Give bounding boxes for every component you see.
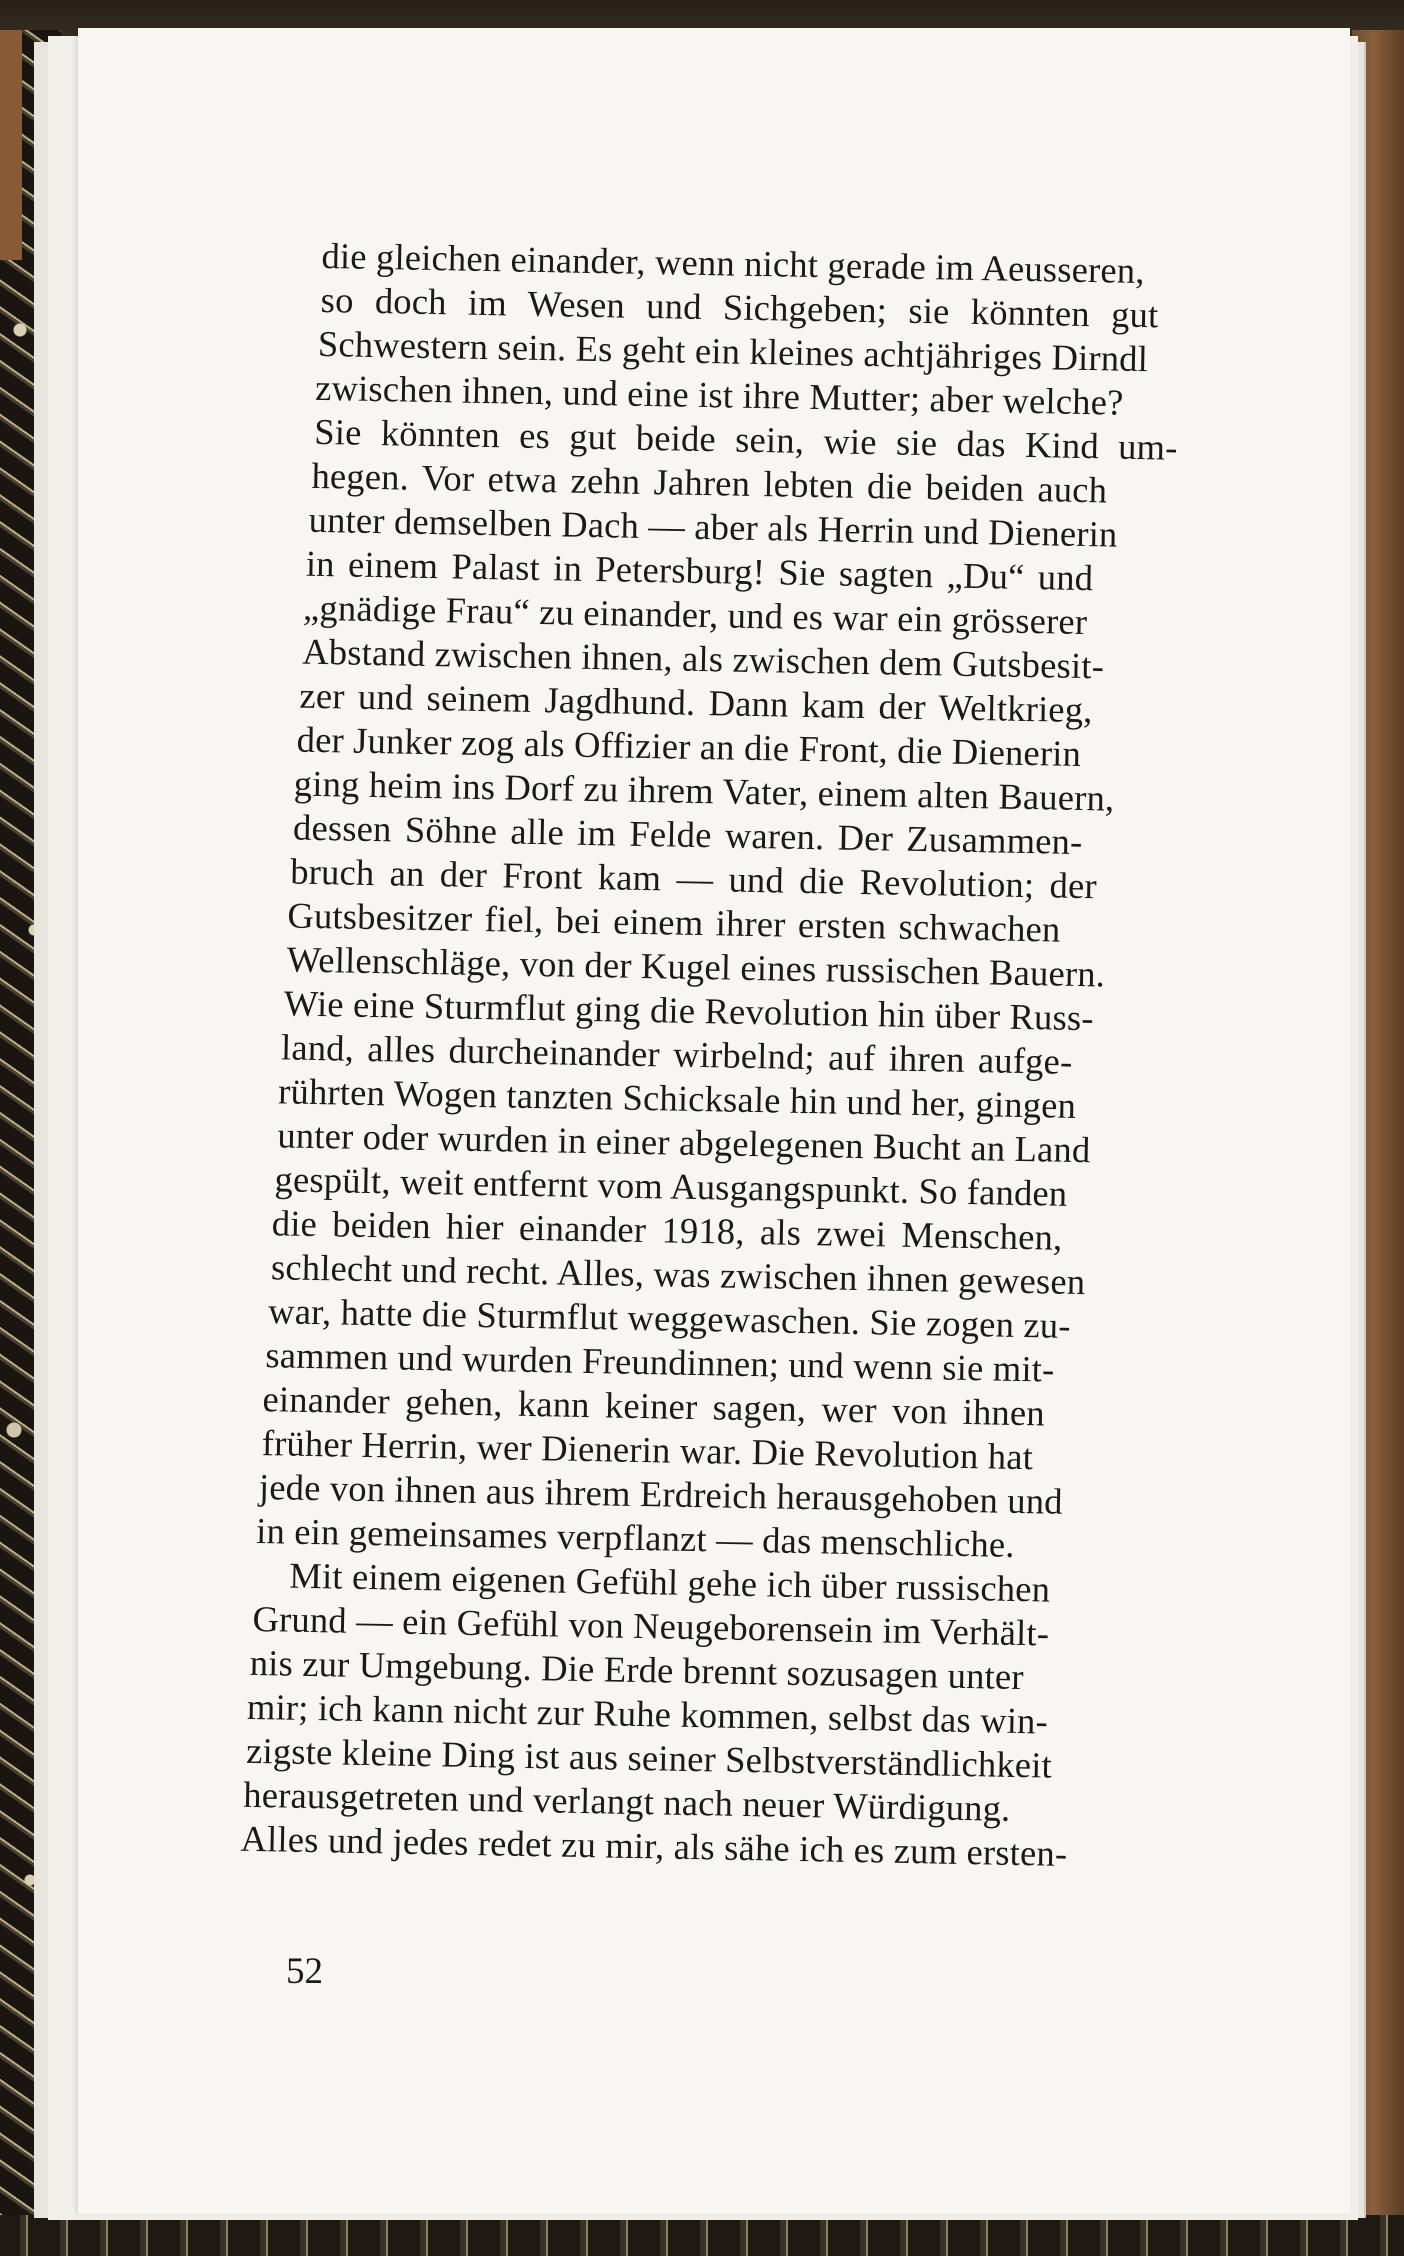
text-line: herausgetreten und verlangt nach neuer Würdigung. bbox=[243, 1773, 1011, 1829]
text-line: mir; ich kann nicht zur Ruhe kommen, selbst das win- bbox=[246, 1685, 1049, 1742]
text-line: hegen. Vor etwa zehn Jahren lebten die beiden auch bbox=[311, 454, 1108, 511]
text-line: einander gehen, kann keiner sagen, wer von ihnen bbox=[262, 1378, 1046, 1434]
text-line: schlecht und recht. Alles, was zwischen ihnen gewesen bbox=[270, 1246, 1086, 1303]
text-line: in ein gemeinsames verpflanzt — das menschliche. bbox=[255, 1509, 1016, 1565]
text-line: Grund — ein Gefühl von Neugeborensein im Verhält- bbox=[252, 1597, 1050, 1654]
text-line: zer und seinem Jagdhund. Dann kam der Weltkrieg, bbox=[299, 674, 1093, 731]
text-line: in einem Palast in Petersburg! Sie sagten „Du“ und bbox=[305, 542, 1094, 599]
text-line: jede von ihnen aus ihrem Erdreich herausgehoben und bbox=[258, 1466, 1064, 1522]
text-line: gespült, weit entfernt vom Ausgangspunkt. So fanden bbox=[274, 1158, 1068, 1214]
text-line: Schwestern sein. Es geht ein kleines achtjähriges Dirndl bbox=[317, 322, 1149, 380]
text-line: zwischen ihnen, und eine ist ihre Mutter; aber welche? bbox=[314, 366, 1124, 423]
book-spine-edge bbox=[0, 30, 22, 260]
text-line: war, hatte die Sturmflut weggewaschen. Sie zogen zu- bbox=[267, 1290, 1072, 1346]
book-cover-bottom bbox=[0, 2215, 1404, 2256]
text-line: sammen und wurden Freundinnen; und wenn sie mit- bbox=[265, 1334, 1055, 1390]
text-line: „gnädige Frau“ zu einander, und es war ein grösserer bbox=[302, 586, 1088, 643]
text-line: der Junker zog als Offizier an die Front, die Dienerin bbox=[296, 718, 1082, 774]
text-line: so doch im Wesen und Sichgeben; sie könnten gut bbox=[320, 278, 1159, 336]
text-line: Alles und jedes redet zu mir, als sähe ich es zum ersten- bbox=[240, 1817, 1068, 1874]
text-line: Gutsbesitzer fiel, bei einem ihrer ersten schwachen bbox=[287, 894, 1061, 950]
text-line: Sie könnten es gut beide sein, wie sie das Kind um- bbox=[313, 410, 1178, 468]
text-line: Wellenschläge, von der Kugel eines russischen Bauern. bbox=[286, 938, 1106, 995]
text-line: bruch an der Front kam — und die Revolution; der bbox=[289, 850, 1098, 907]
text-line: Wie eine Sturmflut ging die Revolution hin über Russ- bbox=[283, 982, 1095, 1039]
text-line: dessen Söhne alle im Felde waren. Der Zusammen- bbox=[292, 806, 1083, 863]
text-line: unter demselben Dach — aber als Herrin und Dienerin bbox=[308, 498, 1118, 555]
text-line: die gleichen einander, wenn nicht gerade im Aeusseren, bbox=[321, 234, 1146, 292]
text-line: land, alles durcheinander wirbelnd; auf ihren aufge- bbox=[280, 1026, 1073, 1082]
text-line: nis zur Umgebung. Die Erde brennt sozusagen unter bbox=[249, 1641, 1025, 1698]
text-line: Mit einem eigenen Gefühl gehe ich über russischen bbox=[289, 1554, 1051, 1610]
text-line: die beiden hier einander 1918, als zwei Menschen, bbox=[271, 1202, 1063, 1258]
page-number: 52 bbox=[286, 1951, 323, 1992]
text-line: zigste kleine Ding ist aus seiner Selbstverständlichkeit bbox=[245, 1729, 1053, 1786]
text-line: rührten Wogen tanzten Schicksale hin und her, gingen bbox=[277, 1070, 1077, 1126]
text-line: unter oder wurden in einer abgelegenen Bucht an Land bbox=[277, 1114, 1091, 1171]
text-line: Abstand zwischen ihnen, als zwischen dem Gutsbesit- bbox=[301, 630, 1105, 687]
text-line: früher Herrin, wer Dienerin war. Die Revolution hat bbox=[261, 1422, 1034, 1478]
text-line: ging heim ins Dorf zu ihrem Vater, einem alten Bauern, bbox=[293, 762, 1115, 819]
